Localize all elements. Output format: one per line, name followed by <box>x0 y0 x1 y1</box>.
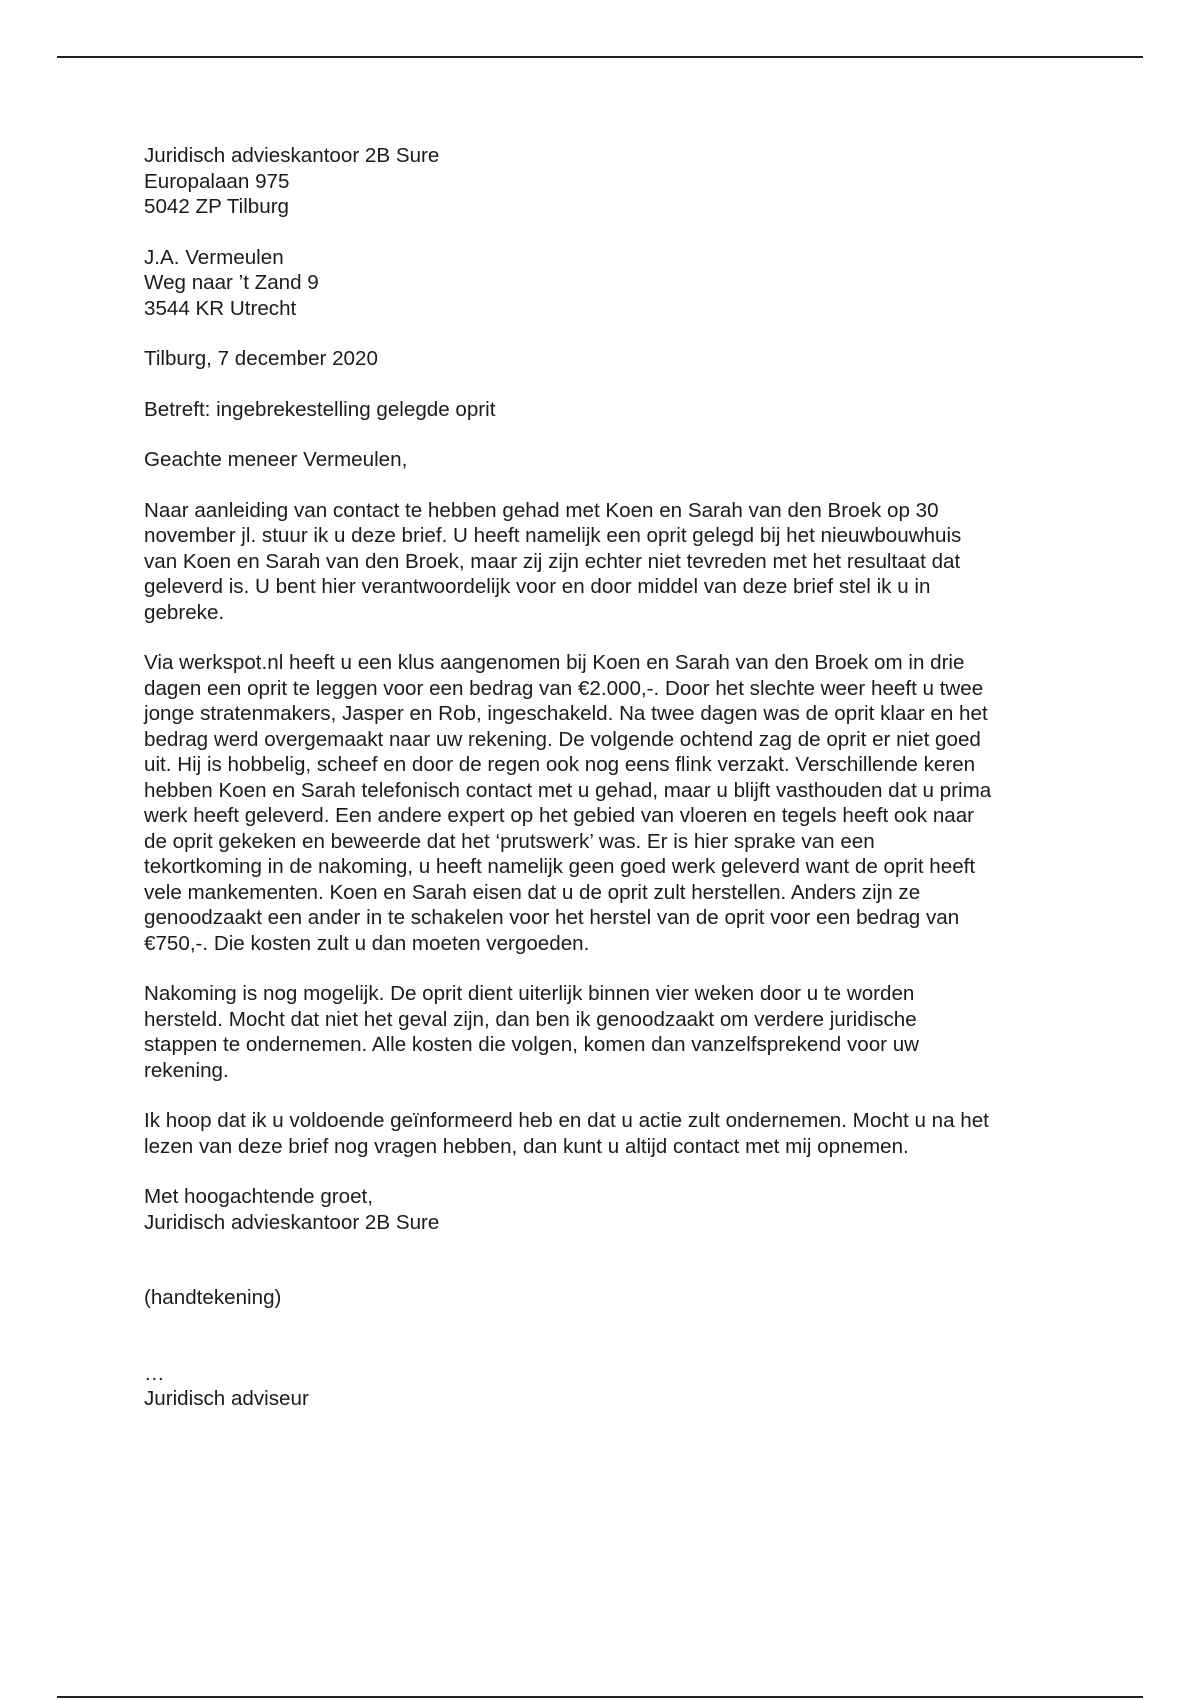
paragraph-line: de oprit gekeken en beweerde dat het ‘prutswerk’ was. Er is hier sprake van een <box>144 829 875 853</box>
paragraph-line: bedrag werd overgemaakt naar uw rekening. De volgende ochtend zag de oprit er niet goed <box>144 727 981 751</box>
signature-placeholder: (handtekening) <box>144 1286 282 1309</box>
paragraph-line: van Koen en Sarah van den Broek, maar zij zijn echter niet tevreden met het resultaat dat <box>144 549 961 573</box>
paragraph-line: Naar aanleiding van contact te hebben gehad met Koen en Sarah van den Broek op 30 <box>144 498 939 522</box>
recipient-street: Weg naar ’t Zand 9 <box>144 271 319 294</box>
sender-address <box>144 143 1084 220</box>
subject-line: Betreft: ingebrekestelling gelegde oprit <box>144 397 496 421</box>
paragraph-line: Ik hoop dat ik u voldoende geïnformeerd heb en dat u actie zult ondernemen. Mocht u na het <box>144 1109 989 1132</box>
paragraph-line: hersteld. Mocht dat niet het geval zijn, dan ben ik genoodzaakt om verdere juridische <box>144 1007 917 1031</box>
sender-city: 5042 ZP Tilburg <box>144 195 290 218</box>
letter-body <box>144 143 1084 1412</box>
paragraph-line: Via werkspot.nl heeft u een klus aangenomen bij Koen en Sarah van den Broek om in drie <box>144 651 965 674</box>
paragraph-line: rekening. <box>144 1058 229 1082</box>
sender-street: Europalaan 975 <box>144 169 290 193</box>
closing-greeting: Met hoogachtende groet, <box>144 1185 373 1208</box>
recipient-city: 3544 KR Utrecht <box>144 296 297 320</box>
paragraph-line: vele mankementen. Koen en Sarah eisen dat u de oprit zult herstellen. Anders zijn ze <box>144 880 921 904</box>
paragraph-line: genoodzaakt een ander in te schakelen voor het herstel van de oprit voor een bedrag van <box>144 906 960 929</box>
salutation: Geachte meneer Vermeulen, <box>144 448 408 471</box>
paragraph-line: werk heeft geleverd. Een andere expert op het gebied van vloeren en tegels heeft ook naar <box>144 804 975 827</box>
recipient-address <box>144 245 1084 322</box>
signatory <box>144 1361 1084 1412</box>
place-date: Tilburg, 7 december 2020 <box>144 347 378 370</box>
paragraph-line: uit. Hij is hobbelig, scheef en door de regen ook nog eens flink verzakt. Verschillende keren <box>144 753 976 776</box>
paragraph-line: gebreke. <box>144 600 225 624</box>
signatory-name: … <box>144 1361 165 1385</box>
bottom-rule <box>57 1696 1143 1698</box>
recipient-name: J.A. Vermeulen <box>144 245 284 269</box>
paragraph-line: lezen van deze brief nog vragen hebben, dan kunt u altijd contact met mij opnemen. <box>144 1134 909 1158</box>
top-rule <box>57 56 1143 58</box>
closing-firm: Juridisch advieskantoor 2B Sure <box>144 1210 440 1234</box>
paragraph-line: €750,-. Die kosten zult u dan moeten vergoeden. <box>144 931 590 955</box>
paragraph-line: geleverd is. U bent hier verantwoordelijk voor en door middel van deze brief stel ik u in <box>144 575 931 598</box>
paragraph-line: stappen te ondernemen. Alle kosten die volgen, komen dan vanzelfsprekend voor uw <box>144 1033 920 1056</box>
paragraph-line: hebben Koen en Sarah telefonisch contact met u gehad, maar u blijft vasthouden dat u prima <box>144 778 992 802</box>
paragraph-conclusion <box>144 1108 1084 1159</box>
paragraph-line: november jl. stuur ik u deze brief. U heeft namelijk een oprit gelegd bij het nieuwbouwhuis <box>144 524 962 547</box>
paragraph-facts <box>144 650 1084 956</box>
paragraph-deadline <box>144 981 1084 1083</box>
paragraph-intro <box>144 498 1084 626</box>
paragraph-line: Nakoming is nog mogelijk. De oprit dient uiterlijk binnen vier weken door u te worden <box>144 982 915 1005</box>
sender-name: Juridisch advieskantoor 2B Sure <box>144 144 440 167</box>
closing <box>144 1184 1084 1235</box>
paragraph-line: dagen een oprit te leggen voor een bedrag van €2.000,-. Door het slechte weer heeft u twee <box>144 676 984 700</box>
signatory-role: Juridisch adviseur <box>144 1387 309 1410</box>
paragraph-line: jonge stratenmakers, Jasper en Rob, ingeschakeld. Na twee dagen was de oprit klaar en het <box>144 702 988 725</box>
paragraph-line: tekortkoming in de nakoming, u heeft namelijk geen goed werk geleverd want de oprit heeft <box>144 855 976 878</box>
